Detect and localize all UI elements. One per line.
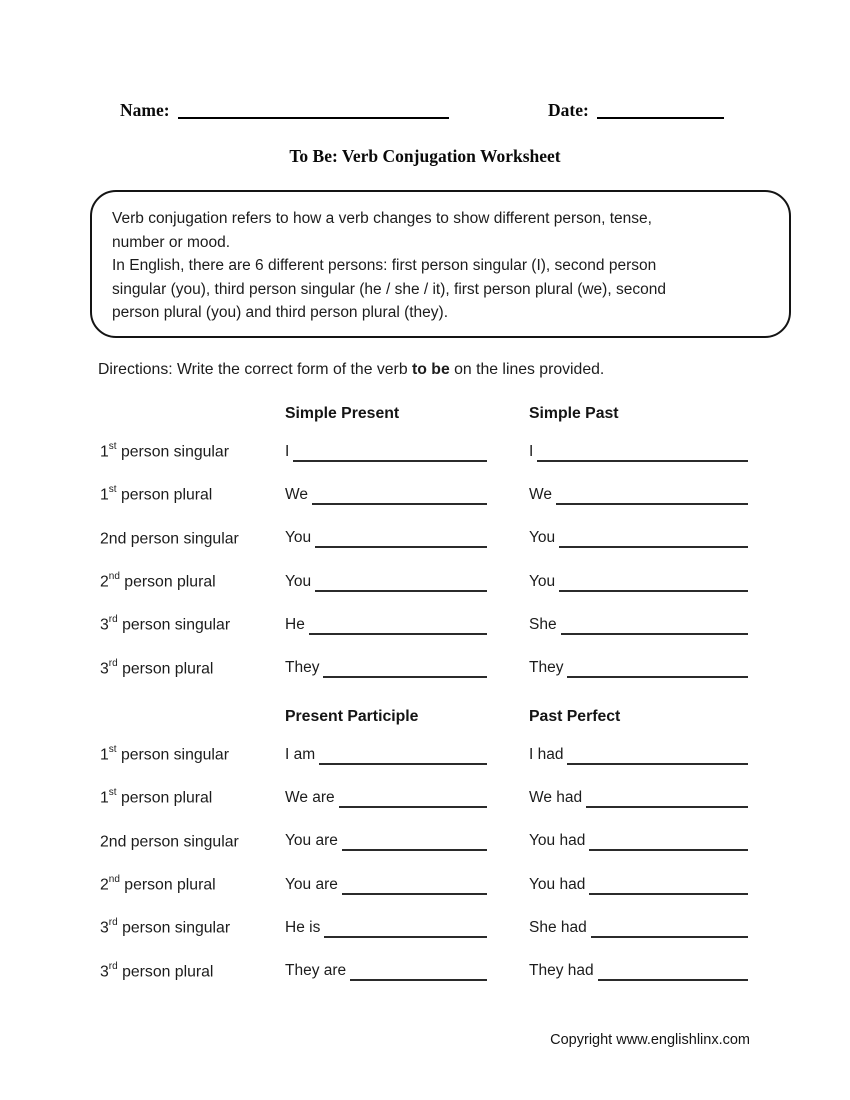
date-blank-line — [597, 117, 724, 119]
row-label — [100, 918, 285, 937]
blank-line — [586, 806, 748, 808]
pronoun: You — [529, 529, 556, 547]
column-header-present-participle: Present Participle — [285, 708, 419, 725]
section1-rows — [100, 430, 748, 690]
blank-line — [556, 503, 748, 505]
answer-cell — [285, 961, 529, 981]
answer-cell — [285, 831, 529, 851]
blank-line — [293, 460, 487, 462]
table-row — [100, 473, 748, 516]
answer-cell — [529, 442, 748, 462]
ordinal: 2nd — [100, 832, 127, 850]
pronoun: She — [529, 615, 557, 633]
header-spacer — [100, 405, 285, 423]
label-rest: person plural — [117, 962, 214, 980]
blank-line — [315, 546, 487, 548]
table-row — [100, 430, 748, 473]
label-rest: person singular — [126, 832, 239, 850]
ordinal: 3 — [100, 616, 109, 634]
blank-line — [312, 503, 487, 505]
ordinal-suffix: rd — [108, 614, 118, 626]
label-rest: person singular — [126, 529, 239, 547]
definition-line: Verb conjugation refers to how a verb changes to show different person, tense, — [112, 210, 652, 227]
table-row — [100, 776, 748, 819]
definition-line: In English, there are 6 different persons: first person singular (I), second person — [112, 257, 657, 275]
blank-line — [559, 590, 748, 592]
answer-cell — [529, 528, 748, 548]
label-rest: person plural — [116, 789, 213, 807]
blank-line — [598, 979, 748, 981]
pronoun: I — [529, 442, 534, 460]
column-header-simple-past: Simple Past — [529, 405, 619, 422]
ordinal-suffix: st — [108, 744, 117, 756]
label-rest: person singular — [117, 616, 231, 634]
answer-cell — [529, 788, 748, 808]
answer-cell — [285, 875, 529, 895]
row-label — [100, 745, 285, 764]
blank-line — [342, 893, 487, 895]
ordinal: 1 — [100, 443, 109, 461]
pronoun-verb: They are — [285, 962, 347, 980]
date-field-row — [548, 100, 724, 121]
ordinal: 1 — [100, 789, 109, 807]
pronoun-verb: He is — [285, 918, 321, 936]
blank-line — [315, 590, 487, 592]
pronoun: You — [285, 529, 312, 547]
definition-line: number or mood. — [112, 233, 231, 251]
blank-line — [319, 763, 487, 765]
answer-cell — [285, 918, 529, 938]
table-row — [100, 949, 748, 992]
blank-line — [309, 633, 487, 635]
pronoun-verb: I am — [285, 745, 316, 763]
answer-cell — [529, 572, 748, 592]
answer-cell — [529, 745, 748, 765]
label-rest: person plural — [119, 573, 216, 591]
ordinal: 1 — [100, 486, 109, 504]
copyright-text: Copyright www.englishlinx.com — [550, 1032, 750, 1048]
directions-verb: to be — [412, 361, 450, 378]
pronoun-verb: They had — [529, 962, 594, 980]
ordinal: 2nd — [100, 529, 127, 547]
name-field-row — [120, 100, 449, 121]
row-label — [100, 529, 285, 548]
pronoun: We — [529, 485, 552, 503]
table-row — [100, 733, 748, 776]
blank-line — [350, 979, 487, 981]
ordinal-suffix: st — [108, 484, 117, 496]
table-row — [100, 906, 748, 949]
answer-cell — [529, 831, 748, 851]
ordinal-suffix: rd — [108, 657, 118, 669]
row-label — [100, 615, 285, 634]
section1-headers — [100, 405, 748, 423]
table-row — [100, 646, 748, 689]
label-rest: person plural — [117, 659, 214, 677]
label-rest: person plural — [116, 486, 213, 504]
table-row — [100, 603, 748, 646]
column-header-simple-present: Simple Present — [285, 405, 400, 422]
section2-rows — [100, 733, 748, 993]
pronoun: We — [285, 485, 308, 503]
date-label: Date: — [548, 100, 589, 120]
name-blank-line — [178, 117, 449, 119]
blank-line — [591, 936, 748, 938]
answer-cell — [529, 485, 748, 505]
table-row — [100, 560, 748, 603]
blank-line — [567, 763, 748, 765]
label-rest: person plural — [119, 876, 216, 894]
pronoun: They — [529, 659, 564, 677]
answer-cell — [285, 572, 529, 592]
blank-line — [339, 806, 487, 808]
pronoun-verb: I had — [529, 745, 564, 763]
pronoun-verb: We are — [285, 788, 335, 806]
pronoun: You — [529, 572, 556, 590]
ordinal-suffix: nd — [108, 570, 120, 582]
answer-cell — [529, 615, 748, 635]
row-label — [100, 788, 285, 807]
answer-cell — [285, 528, 529, 548]
row-label — [100, 832, 285, 851]
label-rest: person singular — [117, 919, 231, 937]
pronoun-verb: You had — [529, 875, 586, 893]
ordinal-suffix: rd — [108, 960, 118, 972]
answer-cell — [285, 485, 529, 505]
section2-headers — [100, 708, 748, 726]
ordinal-suffix: st — [108, 787, 117, 799]
ordinal: 3 — [100, 919, 109, 937]
pronoun-verb: She had — [529, 918, 587, 936]
blank-line — [567, 676, 748, 678]
ordinal: 2 — [100, 876, 109, 894]
row-label — [100, 485, 285, 504]
pronoun-verb: You are — [285, 832, 338, 850]
blank-line — [324, 936, 487, 938]
pronoun: They — [285, 659, 320, 677]
row-label — [100, 875, 285, 894]
pronoun-verb: You had — [529, 832, 586, 850]
blank-line — [342, 849, 487, 851]
answer-cell — [285, 615, 529, 635]
blank-line — [561, 633, 748, 635]
page-title: To Be: Verb Conjugation Worksheet — [289, 146, 561, 166]
table-row — [100, 820, 748, 863]
definition-line: singular (you), third person singular (he / she / it), first person plural (we), second — [112, 280, 666, 298]
column-header-past-perfect: Past Perfect — [529, 708, 621, 725]
answer-cell — [529, 961, 748, 981]
blank-line — [589, 849, 748, 851]
header-spacer — [100, 708, 285, 726]
directions-prefix: Directions: Write the correct form of the verb — [98, 361, 412, 378]
blank-line — [589, 893, 748, 895]
table-row — [100, 517, 748, 560]
directions-suffix: on the lines provided. — [449, 361, 605, 378]
ordinal: 3 — [100, 962, 109, 980]
name-label: Name: — [120, 100, 170, 120]
ordinal: 2 — [100, 573, 109, 591]
row-label — [100, 442, 285, 461]
answer-cell — [529, 875, 748, 895]
pronoun-verb: You are — [285, 875, 338, 893]
label-rest: person singular — [116, 746, 229, 764]
pronoun-verb: We had — [529, 788, 583, 806]
ordinal: 3 — [100, 659, 109, 677]
answer-cell — [285, 788, 529, 808]
pronoun: I — [285, 442, 290, 460]
row-label — [100, 659, 285, 678]
row-label — [100, 962, 285, 981]
ordinal-suffix: rd — [108, 917, 118, 929]
definition-line: person plural (you) and third person plural (they). — [112, 304, 449, 322]
answer-cell — [285, 658, 529, 678]
answer-cell — [285, 745, 529, 765]
blank-line — [559, 546, 748, 548]
blank-line — [537, 460, 748, 462]
answer-cell — [529, 918, 748, 938]
answer-cell — [529, 658, 748, 678]
pronoun: He — [285, 615, 305, 633]
answer-cell — [285, 442, 529, 462]
row-label — [100, 572, 285, 591]
pronoun: You — [285, 572, 312, 590]
directions-text — [98, 361, 604, 379]
ordinal-suffix: nd — [108, 873, 120, 885]
definition-box — [90, 190, 791, 338]
ordinal-suffix: st — [108, 441, 117, 453]
label-rest: person singular — [116, 443, 229, 461]
table-row — [100, 863, 748, 906]
ordinal: 1 — [100, 746, 109, 764]
blank-line — [323, 676, 487, 678]
